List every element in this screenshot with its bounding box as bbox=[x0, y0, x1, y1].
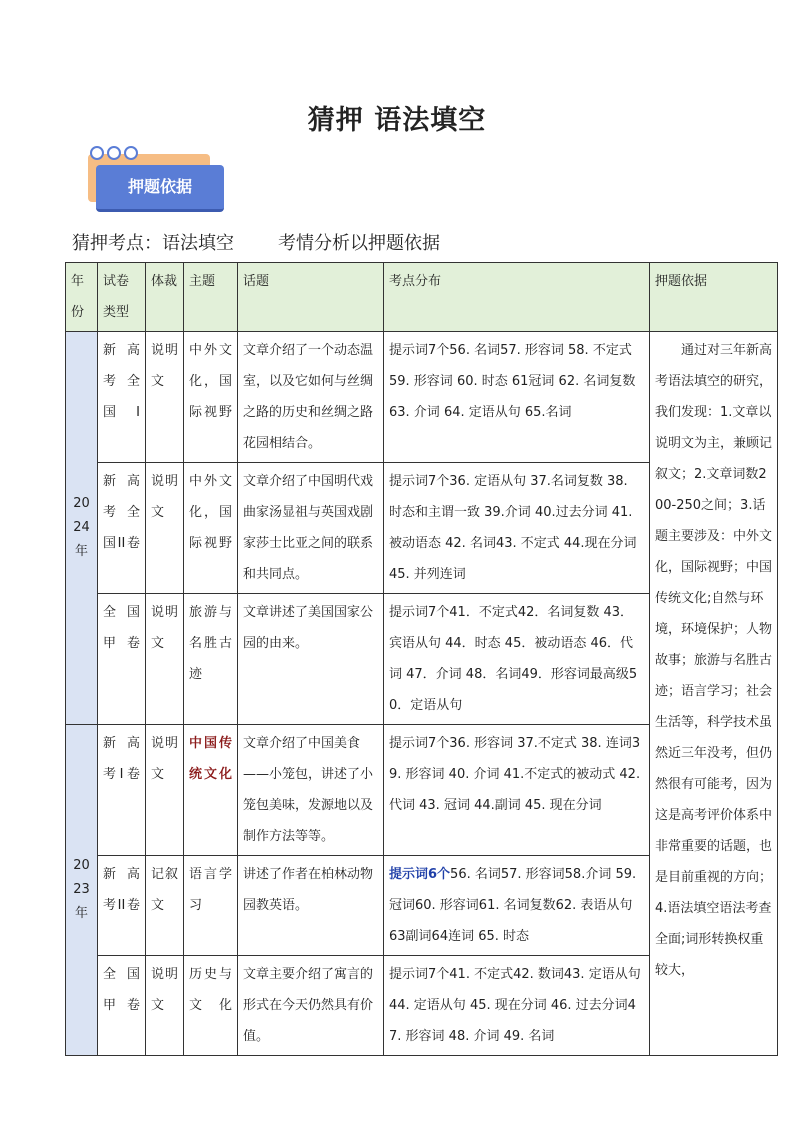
topic-cell: 文章讲述了美国国家公园的由来。 bbox=[238, 594, 384, 725]
ring-binder-icon bbox=[90, 145, 141, 164]
genre-cell: 说明文 bbox=[146, 956, 184, 1056]
header-cell: 主题 bbox=[184, 263, 238, 332]
header-cell: 押题依据 bbox=[650, 263, 778, 332]
paper-cell: 全国甲卷 bbox=[98, 956, 146, 1056]
subtitle bbox=[72, 229, 440, 255]
genre-cell: 记叙文 bbox=[146, 856, 184, 956]
subtitle-left: 猜押考点：语法填空 bbox=[72, 233, 234, 254]
topic-cell: 文章介绍了一个动态温室，以及它如何与丝绸之路的历史和丝绸之路花园相结合。 bbox=[238, 332, 384, 463]
analysis-table bbox=[65, 262, 778, 1056]
topic-cell: 文章主要介绍了寓言的形式在今天仍然具有价值。 bbox=[238, 956, 384, 1056]
paper-cell: 新高考全国I bbox=[98, 332, 146, 463]
header-cell: 考点分布 bbox=[384, 263, 650, 332]
topic-cell: 文章介绍了中国明代戏曲家汤显祖与英国戏剧家莎士比亚之间的联系和共同点。 bbox=[238, 463, 384, 594]
points-cell: 提示词7个41. 不定式42. 数词43. 定语从句 44. 定语从句 45. 现在分词 46. 过去分词47. 形容词 48. 介词 49. 名词 bbox=[384, 956, 650, 1056]
header-cell: 试卷类型 bbox=[98, 263, 146, 332]
genre-cell: 说明文 bbox=[146, 463, 184, 594]
genre-cell: 说明文 bbox=[146, 725, 184, 856]
header-cell: 体裁 bbox=[146, 263, 184, 332]
points-cell: 提示词7个36. 定语从句 37.名词复数 38. 时态和主谓一致 39.介词 40.过去分词 41. 被动语态 42. 名词43. 不定式 44.现在分词 45. 并列连词 bbox=[384, 463, 650, 594]
points-cell bbox=[384, 856, 650, 956]
year-cell: 2023年 bbox=[66, 725, 98, 1056]
section-badge bbox=[88, 145, 228, 215]
paper-cell: 全国甲卷 bbox=[98, 594, 146, 725]
topic-cell: 文章介绍了中国美食——小笼包，讲述了小笼包美味，发源地以及制作方法等等。 bbox=[238, 725, 384, 856]
paper-cell: 新高考I卷 bbox=[98, 725, 146, 856]
basis-cell bbox=[650, 332, 778, 1056]
points-cell: 提示词7个36. 形容词 37.不定式 38. 连词39. 形容词 40. 介词 41.不定式的被动式 42. 代词 43. 冠词 44.副词 45. 现在分词 bbox=[384, 725, 650, 856]
theme-cell: 中外文化，国际视野 bbox=[184, 463, 238, 594]
theme-cell: 旅游与名胜古迹 bbox=[184, 594, 238, 725]
paper-cell: 新高考全国II卷 bbox=[98, 463, 146, 594]
theme-cell: 历史与文化 bbox=[184, 956, 238, 1056]
subtitle-right: 考情分析以押题依据 bbox=[278, 233, 440, 254]
points-cell: 提示词7个41．不定式42．名词复数 43．宾语从句 44．时态 45．被动语态 46．代词 47．介词 48．名词49．形容词最高级50．定语从句 bbox=[384, 594, 650, 725]
table-row bbox=[66, 332, 778, 463]
genre-cell: 说明文 bbox=[146, 332, 184, 463]
header-cell: 话题 bbox=[238, 263, 384, 332]
theme-cell: 中国传统文化 bbox=[184, 725, 238, 856]
paper-cell: 新高考II卷 bbox=[98, 856, 146, 956]
badge-label: 押题依据 bbox=[96, 165, 224, 212]
theme-cell: 语言学习 bbox=[184, 856, 238, 956]
topic-cell: 讲述了作者在柏林动物园教英语。 bbox=[238, 856, 384, 956]
table-header-row bbox=[66, 263, 778, 332]
header-cell: 年份 bbox=[66, 263, 98, 332]
page-title: 猜押 语法填空 bbox=[307, 105, 487, 136]
points-highlight: 提示词6个 bbox=[389, 867, 451, 882]
basis-text: 通过对三年新高考语法填空的研究，我们发现：1.文章以说明文为主，兼顾记叙文；2.文章词数200-250之间；3.话题主要涉及：中外文化，国际视野；中国传统文化;自然与环境，环境保护；人物故事；旅游与名胜古迹；语言学习；社会生活等，科学技术虽然近三年没考，但仍然很有可能考，因为这是高考评价体系中非常重要的话题，也是目前重视的方向；4.语法填空语法考查全面;词形转换权重较大， bbox=[655, 343, 773, 978]
genre-cell: 说明文 bbox=[146, 594, 184, 725]
points-text: 56. 名词57. 形容词58.介词 59. 冠词60. 形容词61. 名词复数62. 表语从句 63副词64连词 65. 时态 bbox=[389, 867, 637, 944]
theme-cell: 中外文化，国际视野 bbox=[184, 332, 238, 463]
points-cell: 提示词7个56. 名词57. 形容词 58. 不定式 59. 形容词 60. 时态 61冠词 62. 名词复数 63. 介词 64. 定语从句 65.名词 bbox=[384, 332, 650, 463]
year-cell: 2024年 bbox=[66, 332, 98, 725]
